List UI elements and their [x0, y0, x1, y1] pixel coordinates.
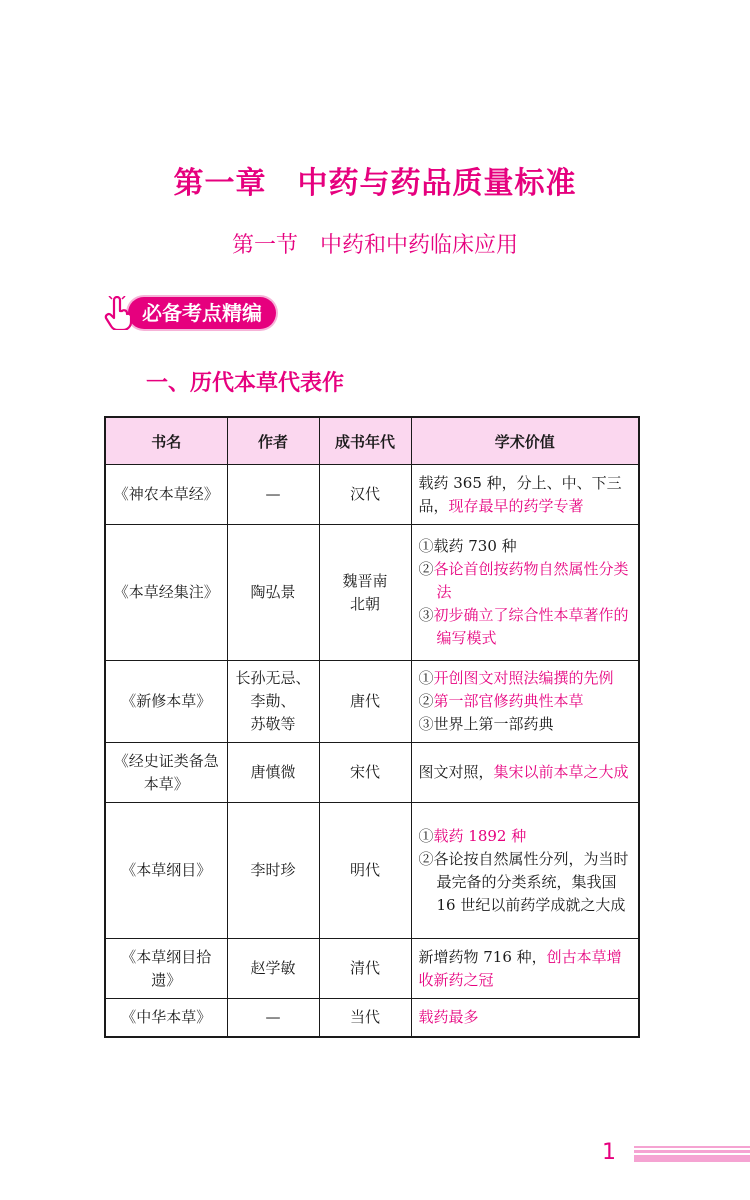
author-cell-line: 唐慎微 — [250, 763, 296, 781]
value-line — [419, 558, 633, 604]
value-line — [419, 713, 633, 736]
author-cell — [227, 661, 319, 743]
page-decor-bar — [634, 1146, 750, 1162]
highlight-text: 载药最多 — [418, 1007, 479, 1026]
book-cell: 《本草纲目拾遗》 — [105, 939, 227, 999]
hand-pointer-icon — [104, 296, 134, 330]
book-cell: 《中华本草》 — [105, 999, 227, 1037]
author-cell-line: 长孙无忌、 — [235, 669, 311, 687]
author-cell-line: 李时珍 — [250, 861, 296, 879]
herbal-classics-table — [104, 416, 640, 1038]
era-cell-line: 宋代 — [349, 763, 380, 781]
header-author: 作者 — [227, 417, 319, 465]
subsection-heading: 一、历代本草代表作 — [146, 370, 345, 396]
highlight-text: 初步确立了综合性本草著作的编写模式 — [433, 606, 629, 647]
plain-text: ①载药 730 种 — [418, 537, 517, 555]
value-line — [419, 825, 633, 848]
value-line — [419, 472, 633, 518]
header-value: 学术价值 — [411, 417, 639, 465]
era-cell — [319, 465, 411, 525]
highlight-text: 开创图文对照法编撰的先例 — [433, 669, 614, 687]
plain-text: ① — [418, 669, 434, 687]
value-cell — [411, 803, 639, 939]
table-row — [105, 661, 639, 743]
table-row — [105, 743, 639, 803]
author-cell — [227, 999, 319, 1037]
highlight-text: 第一部官修药典性本草 — [433, 692, 584, 710]
plain-text: ② — [418, 560, 434, 578]
section-title: 第一节 中药和中药临床应用 — [231, 233, 518, 258]
author-cell — [227, 803, 319, 939]
author-cell-line: — — [265, 1007, 281, 1026]
era-cell-line: 唐代 — [349, 692, 380, 710]
era-cell — [319, 939, 411, 999]
era-cell — [319, 803, 411, 939]
era-cell-line: 北朝 — [349, 594, 380, 613]
value-cell — [411, 939, 639, 999]
author-cell-line: 李勣、 — [250, 692, 296, 710]
value-cell — [411, 999, 639, 1037]
author-cell-line: 苏敬等 — [250, 715, 296, 733]
author-cell — [227, 743, 319, 803]
highlight-text: 集宋以前本草之大成 — [493, 763, 629, 781]
value-line — [419, 946, 633, 992]
table-row — [105, 465, 639, 525]
value-line — [419, 848, 633, 917]
value-line — [419, 690, 633, 713]
era-cell-line: 汉代 — [349, 485, 380, 503]
table-header-row — [105, 417, 639, 465]
era-cell — [319, 743, 411, 803]
book-cell: 《神农本草经》 — [105, 465, 227, 525]
table-row — [105, 999, 639, 1037]
book-cell: 《本草经集注》 — [105, 525, 227, 661]
key-points-tag — [104, 296, 276, 330]
plain-text: ③ — [418, 606, 434, 624]
era-cell-line: 魏晋南 — [342, 571, 388, 590]
header-era: 成书年代 — [319, 417, 411, 465]
author-cell — [227, 465, 319, 525]
plain-text: 载药 365 种，分上、中、下三品， — [418, 473, 622, 515]
table-row — [105, 939, 639, 999]
author-cell-line: 陶弘景 — [250, 583, 296, 601]
book-cell: 《本草纲目》 — [105, 803, 227, 939]
key-points-label: 必备考点精编 — [128, 297, 276, 329]
value-cell — [411, 743, 639, 803]
era-cell — [319, 525, 411, 661]
page-number: 1 — [602, 1140, 616, 1165]
era-cell — [319, 999, 411, 1037]
value-cell — [411, 525, 639, 661]
book-cell: 《新修本草》 — [105, 661, 227, 743]
author-cell-line: 赵学敏 — [250, 959, 296, 977]
era-cell-line: 明代 — [349, 861, 380, 879]
plain-text: ② — [418, 692, 434, 710]
value-line — [419, 535, 633, 558]
table-body — [105, 465, 639, 1037]
plain-text: ① — [418, 826, 434, 845]
table-row — [105, 803, 639, 939]
value-line — [419, 761, 633, 784]
value-line — [419, 667, 633, 690]
plain-text: ②各论按自然属性分列，为当时最完备的分类系统，集我国 16 世纪以前药学成就之大成 — [418, 849, 629, 914]
highlight-text: 创古本草增收新药之冠 — [418, 947, 622, 989]
plain-text: ③世界上第一部药典 — [418, 715, 554, 733]
highlight-text: 现存最早的药学专著 — [448, 496, 584, 515]
author-cell — [227, 939, 319, 999]
value-cell — [411, 661, 639, 743]
highlight-text: 各论首创按药物自然属性分类法 — [433, 560, 629, 601]
author-cell — [227, 525, 319, 661]
chapter-title: 第一章 中药与药品质量标准 — [173, 166, 577, 201]
highlight-text: 载药 1892 种 — [433, 826, 527, 845]
table-row — [105, 525, 639, 661]
era-cell-line: 清代 — [349, 959, 380, 977]
plain-text: 图文对照， — [418, 763, 494, 781]
era-cell — [319, 661, 411, 743]
plain-text: 新增药物 716 种， — [418, 947, 547, 966]
value-line — [419, 604, 633, 650]
value-line — [419, 1006, 633, 1029]
author-cell-line: — — [265, 485, 281, 503]
header-book: 书名 — [105, 417, 227, 465]
value-cell — [411, 465, 639, 525]
era-cell-line: 当代 — [349, 1007, 380, 1026]
book-cell: 《经史证类备急本草》 — [105, 743, 227, 803]
